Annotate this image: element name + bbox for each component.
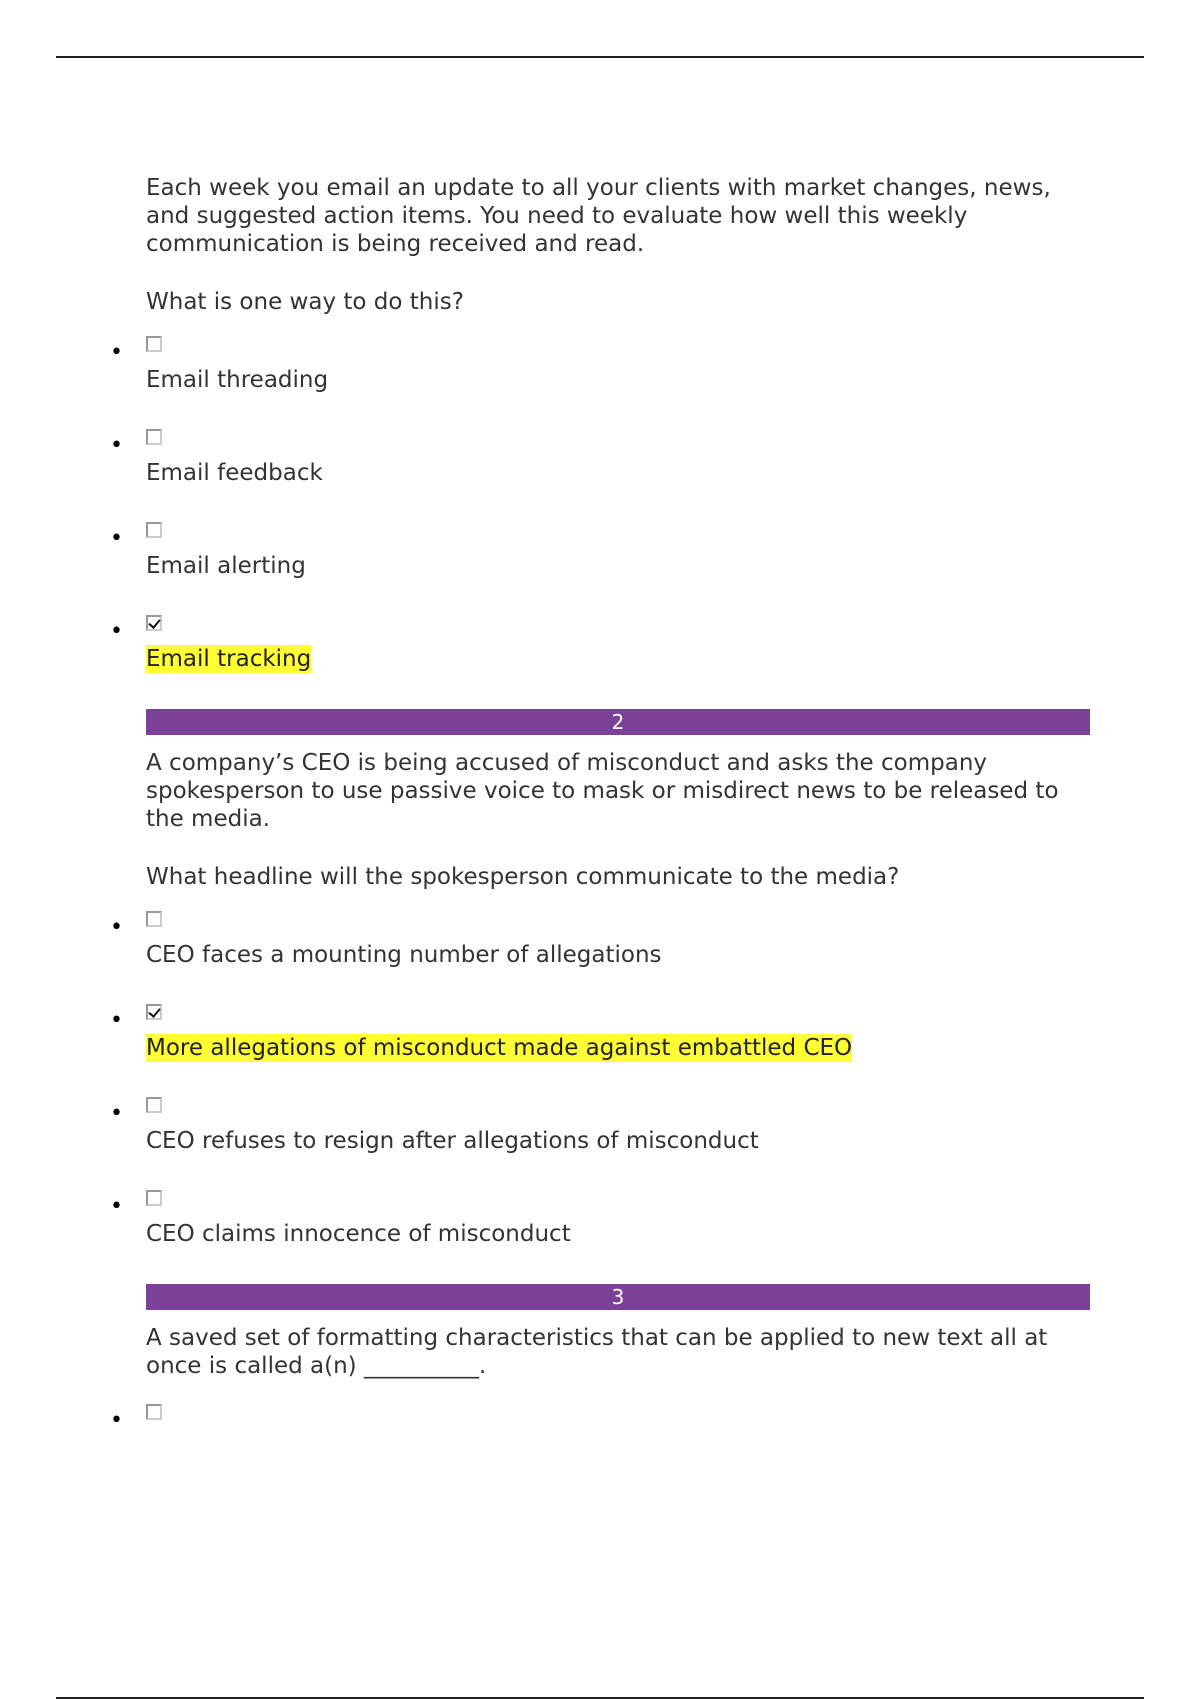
answer-label: CEO faces a mounting number of allegations	[146, 942, 662, 968]
answer-option	[110, 429, 1090, 522]
answer-checkbox[interactable]	[146, 1097, 162, 1113]
answer-option	[110, 1190, 1090, 1274]
quiz-content	[110, 174, 1090, 1497]
answer-checkbox[interactable]	[146, 522, 162, 538]
answer-label: Email feedback	[146, 460, 323, 486]
bullet: •	[110, 1101, 123, 1126]
question-1	[110, 174, 1090, 699]
answer-option-selected	[110, 615, 1090, 699]
answer-option	[110, 1097, 1090, 1190]
bullet: •	[110, 915, 123, 940]
question-2-prompt: What headline will the spokesperson communicate to the media?	[146, 864, 900, 890]
answer-label: Email alerting	[146, 553, 306, 579]
answer-checkbox[interactable]	[146, 336, 162, 352]
answer-checkbox-checked[interactable]	[146, 615, 162, 631]
answer-label-correct: More allegations of misconduct made against embattled CEO	[146, 1035, 853, 1061]
question-3-text: A saved set of formatting characteristics that can be applied to new text all at once is called a(n) __________.	[146, 1325, 1048, 1379]
question-1-text: Each week you email an update to all your clients with market changes, news, and suggested action items. You need to evaluate how well this weekly communication is being received and read.	[146, 175, 1051, 257]
bullet: •	[110, 340, 123, 365]
question-1-options	[110, 336, 1090, 699]
answer-label-correct: Email tracking	[146, 646, 312, 672]
question-2-text: A company’s CEO is being accused of misconduct and asks the company spokesperson to use passive voice to mask or misdirect news to be released to the media.	[146, 750, 1059, 832]
answer-checkbox[interactable]	[146, 1190, 162, 1206]
answer-checkbox-checked[interactable]	[146, 1004, 162, 1020]
question-number-bar: 3	[146, 1284, 1090, 1310]
answer-label: CEO refuses to resign after allegations of misconduct	[146, 1128, 759, 1154]
answer-option-selected	[110, 1004, 1090, 1097]
question-1-prompt: What is one way to do this?	[146, 289, 464, 315]
answer-checkbox[interactable]	[146, 1404, 162, 1420]
question-3	[110, 1284, 1090, 1497]
header-rule	[56, 56, 1144, 58]
bullet: •	[110, 1008, 123, 1033]
answer-option	[110, 336, 1090, 429]
bullet: •	[110, 433, 123, 458]
question-number-bar: 2	[146, 709, 1090, 735]
question-3-options	[110, 1404, 1090, 1497]
bullet: •	[110, 619, 123, 644]
bullet: •	[110, 1408, 123, 1433]
answer-label: Email threading	[146, 367, 329, 393]
answer-label: CEO claims innocence of misconduct	[146, 1221, 571, 1247]
footer-rule	[56, 1697, 1144, 1699]
answer-option	[110, 522, 1090, 615]
answer-option	[110, 1404, 1090, 1497]
answer-checkbox[interactable]	[146, 429, 162, 445]
bullet: •	[110, 1194, 123, 1219]
question-2	[110, 709, 1090, 1274]
answer-checkbox[interactable]	[146, 911, 162, 927]
answer-option	[110, 911, 1090, 1004]
question-2-options	[110, 911, 1090, 1274]
bullet: •	[110, 526, 123, 551]
